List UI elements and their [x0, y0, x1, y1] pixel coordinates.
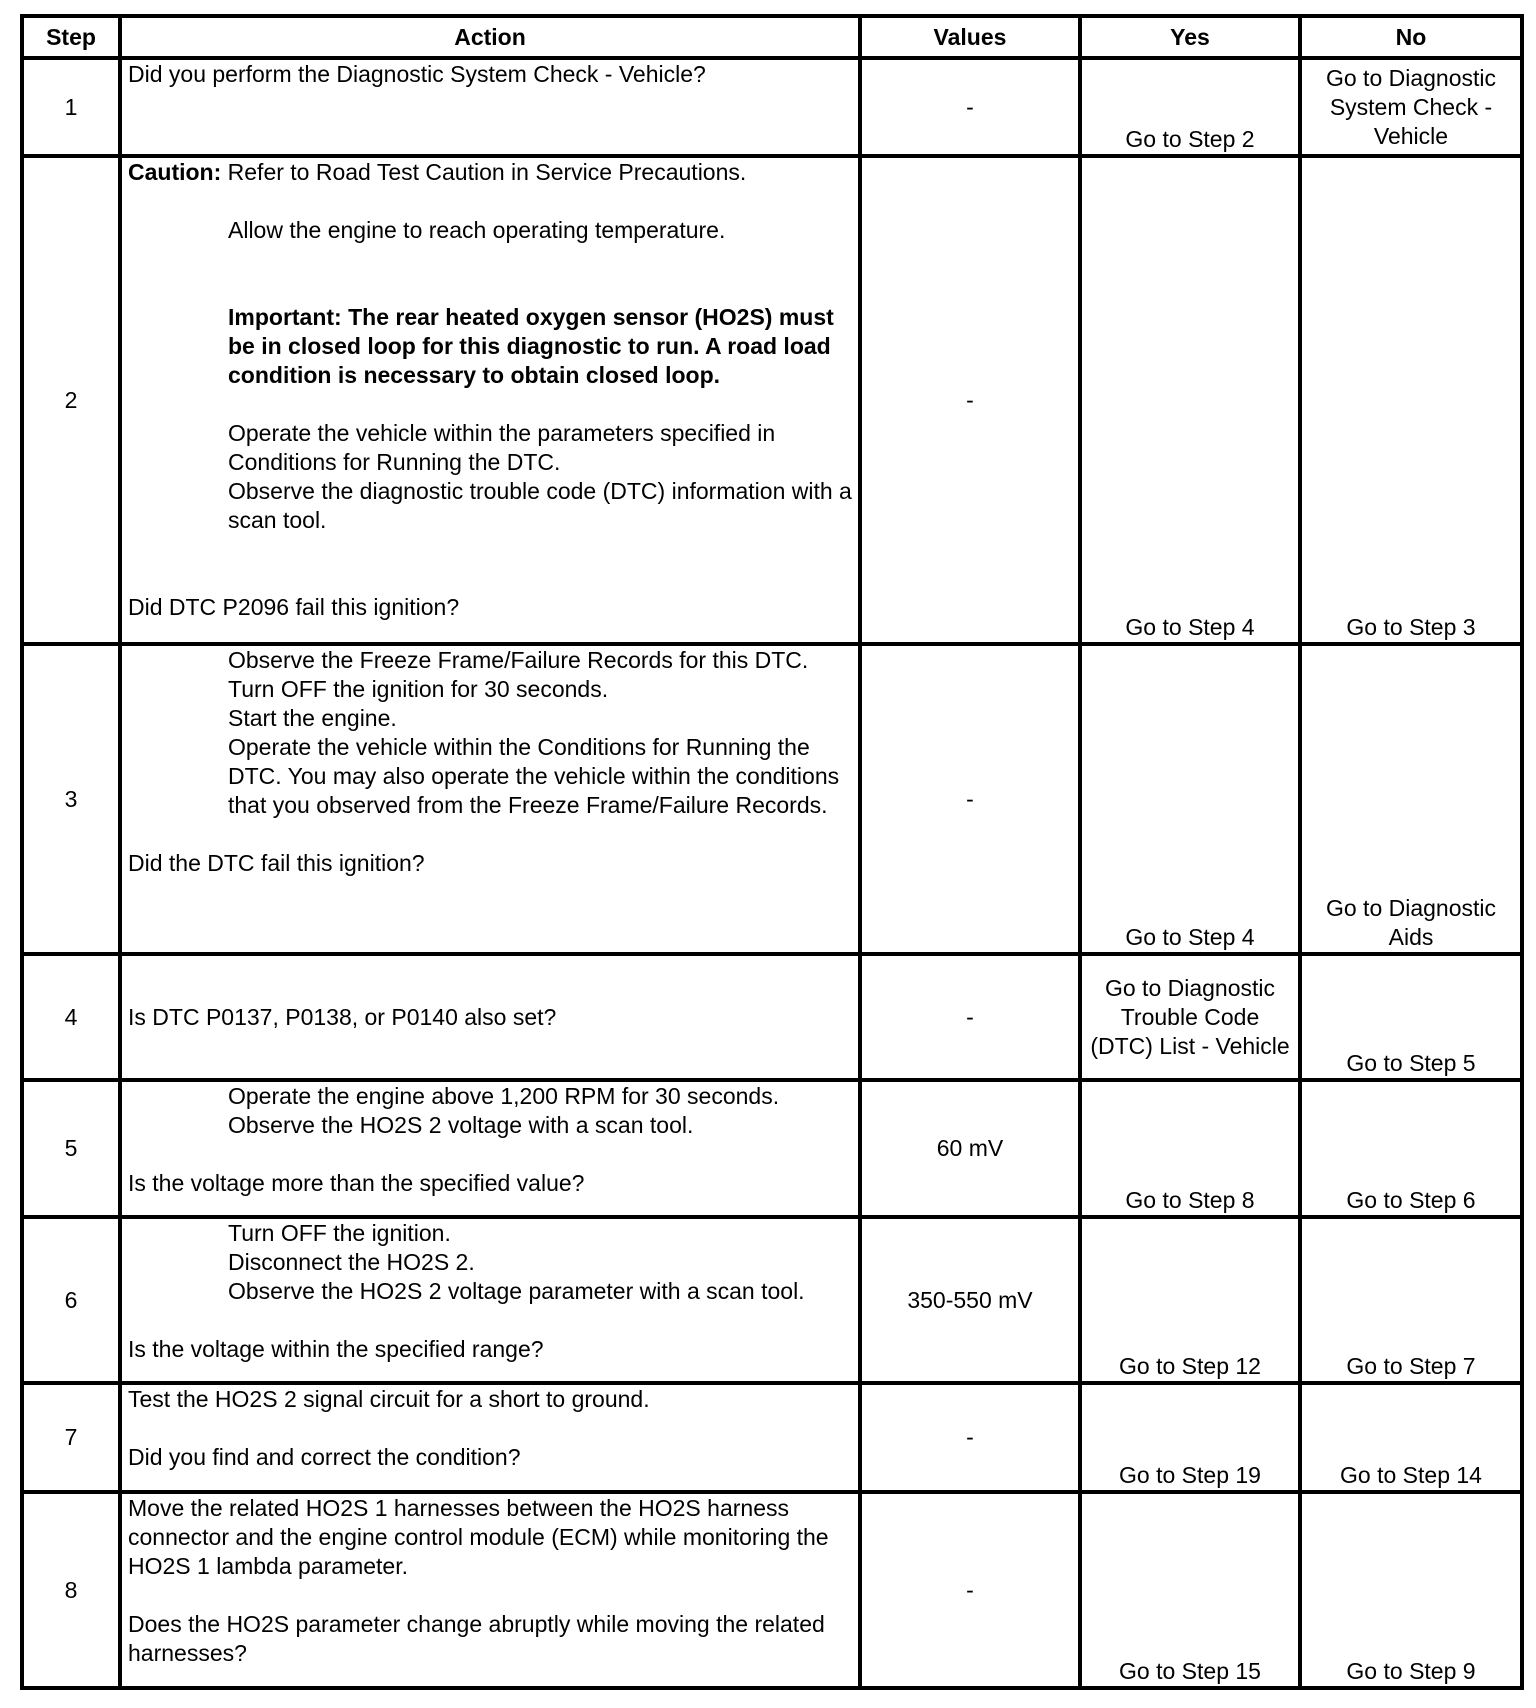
- action-step: Operate the vehicle within the Conditions for Running the DTC. You may also operate the vehicle within the conditions that you observed from the Freeze Frame/Failure Records.: [228, 734, 840, 818]
- yes-cell[interactable]: Go to Step 12: [1080, 1217, 1300, 1383]
- yes-cell[interactable]: Go to Step 8: [1080, 1080, 1300, 1217]
- action-step: Turn OFF the ignition for 30 seconds.: [228, 676, 609, 702]
- value-cell: -: [860, 156, 1080, 644]
- step-number: 6: [22, 1217, 120, 1383]
- action-cell: [120, 1492, 860, 1688]
- action-step: Operate the vehicle within the parameters specified in Conditions for Running the DTC.: [228, 420, 776, 475]
- table-row: [22, 156, 1522, 644]
- diagnostic-table: [20, 14, 1524, 1690]
- action-step: Move the related HO2S 1 harnesses between the HO2S harness connector and the engine control module (ECM) while monitoring the HO2S 1 lambda parameter.: [128, 1495, 829, 1579]
- no-cell[interactable]: Go to Step 14: [1300, 1383, 1522, 1492]
- no-cell[interactable]: Go to Step 5: [1300, 954, 1522, 1080]
- action-step: Observe the HO2S 2 voltage parameter with a scan tool.: [228, 1278, 805, 1304]
- yes-cell[interactable]: Go to Step 4: [1080, 644, 1300, 954]
- action-step: Start the engine.: [228, 705, 397, 731]
- value-cell: -: [860, 1492, 1080, 1688]
- caution-text: Refer to Road Test Caution in Service Precautions.: [221, 159, 747, 185]
- action-step: Observe the diagnostic trouble code (DTC) information with a scan tool.: [228, 478, 852, 533]
- action-step: Test the HO2S 2 signal circuit for a short to ground.: [128, 1386, 650, 1412]
- table-row: [22, 1383, 1522, 1492]
- action-cell: [120, 1217, 860, 1383]
- table-row: [22, 1492, 1522, 1688]
- value-cell: 60 mV: [860, 1080, 1080, 1217]
- action-question: Did the DTC fail this ignition?: [128, 850, 425, 876]
- action-step: Allow the engine to reach operating temperature.: [228, 217, 726, 243]
- action-question: Did DTC P2096 fail this ignition?: [128, 594, 460, 620]
- step-number: 3: [22, 644, 120, 954]
- action-step: Operate the engine above 1,200 RPM for 30 seconds.: [228, 1083, 780, 1109]
- action-question: Does the HO2S parameter change abruptly while moving the related harnesses?: [128, 1611, 825, 1666]
- table-row: [22, 58, 1522, 156]
- action-question: Did you perform the Diagnostic System Check - Vehicle?: [128, 61, 706, 87]
- important-note: Important: The rear heated oxygen sensor (HO2S) must be in closed loop for this diagnostic to run. A road load condition is necessary to obtain closed loop.: [228, 304, 834, 388]
- step-number: 7: [22, 1383, 120, 1492]
- action-question: Is DTC P0137, P0138, or P0140 also set?: [128, 1003, 557, 1030]
- yes-cell[interactable]: Go to Step 19: [1080, 1383, 1300, 1492]
- action-cell: [120, 1080, 860, 1217]
- table-row: [22, 954, 1522, 1080]
- header-row: [22, 16, 1522, 58]
- table-row: [22, 1217, 1522, 1383]
- no-cell[interactable]: Go to Diagnostic Aids: [1300, 644, 1522, 954]
- value-cell: 350-550 mV: [860, 1217, 1080, 1383]
- no-cell[interactable]: Go to Diagnostic System Check - Vehicle: [1300, 58, 1522, 156]
- action-cell: [120, 156, 860, 644]
- value-cell: -: [860, 644, 1080, 954]
- action-question: Is the voltage more than the specified value?: [128, 1170, 585, 1196]
- action-cell: [120, 644, 860, 954]
- header-no: No: [1300, 16, 1522, 58]
- action-cell: [120, 58, 860, 156]
- action-question: Did you find and correct the condition?: [128, 1444, 521, 1470]
- action-step: Turn OFF the ignition.: [228, 1220, 451, 1246]
- header-values: Values: [860, 16, 1080, 58]
- header-yes: Yes: [1080, 16, 1300, 58]
- action-step: Disconnect the HO2S 2.: [228, 1249, 475, 1275]
- no-cell[interactable]: Go to Step 7: [1300, 1217, 1522, 1383]
- yes-cell[interactable]: Go to Diagnostic Trouble Code (DTC) List - Vehicle: [1080, 954, 1300, 1080]
- action-cell: [120, 954, 860, 1080]
- value-cell: -: [860, 1383, 1080, 1492]
- table-row: [22, 1080, 1522, 1217]
- action-step: Observe the HO2S 2 voltage with a scan tool.: [228, 1112, 694, 1138]
- no-cell[interactable]: Go to Step 9: [1300, 1492, 1522, 1688]
- step-number: 4: [22, 954, 120, 1080]
- no-cell[interactable]: Go to Step 6: [1300, 1080, 1522, 1217]
- yes-cell[interactable]: Go to Step 15: [1080, 1492, 1300, 1688]
- header-action: Action: [120, 16, 860, 58]
- no-cell[interactable]: Go to Step 3: [1300, 156, 1522, 644]
- step-number: 5: [22, 1080, 120, 1217]
- step-number: 2: [22, 156, 120, 644]
- caution-label: Caution:: [128, 159, 222, 185]
- step-number: 8: [22, 1492, 120, 1688]
- caution-line: [128, 158, 852, 187]
- value-cell: -: [860, 58, 1080, 156]
- header-step: Step: [22, 16, 120, 58]
- yes-cell[interactable]: Go to Step 2: [1080, 58, 1300, 156]
- step-number: 1: [22, 58, 120, 156]
- action-cell: [120, 1383, 860, 1492]
- action-step: Observe the Freeze Frame/Failure Records for this DTC.: [228, 647, 809, 673]
- value-cell: -: [860, 954, 1080, 1080]
- yes-cell[interactable]: Go to Step 4: [1080, 156, 1300, 644]
- table-row: [22, 644, 1522, 954]
- action-question: Is the voltage within the specified range?: [128, 1336, 544, 1362]
